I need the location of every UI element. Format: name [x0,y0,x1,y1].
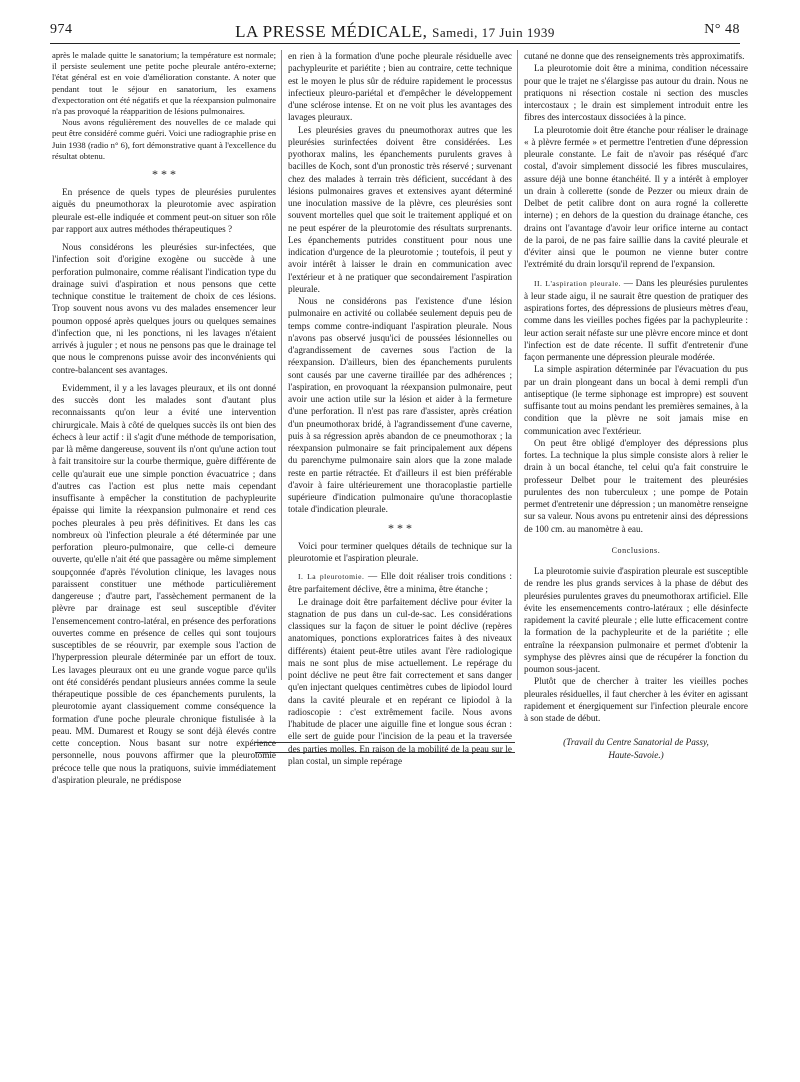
section-separator: * * * [388,520,412,535]
credit-line: Haute-Savoie.) [608,749,664,760]
paragraph [524,277,748,364]
section-separator: * * * [152,167,176,182]
paragraph: Nous ne considérons pas l'existence d'une lésion pulmonaire en activité ou collabée seulement depuis peu de temps comme contre-indiquant l'aspiration pleurale. Nous n'avons pas observé jusqu'ici de poussées lésionnelles ou d'agrandissement de cavernes sous l'action de la réexpansion. D'ailleurs, bien des épanchements purulents sont causés par une caverne tiraillée par des adhérences ; l'aspiration, en provoquant la réexpansion pulmonaire, peut avoir une action utile sur la lésion et aider à la fermeture d'une perforation. Il n'est pas rare d'assister, après création d'un pneumothorax bridé, à l'agrandissement d'une caverne, puis à sa régression après abandon de ce pneumothorax ; la réexpansion pulmonaire se fait principalement aux dépens du parenchyme pulmonaire sain alors que la zone malade reste en partie rétractée. Et d'ailleurs il est bien préférable d'avoir à faire ultérieurement une thoracoplastie partielle supérieure d'indication pulmonaire qu'une thoracoplastie totale d'indication pleurale. [288,296,512,515]
paragraph: La simple aspiration déterminée par l'évacuation du pus par un drain plongeant dans un bocal à demi rempli d'un antiseptique (le terme siphonage est impropre) est souvent suffisante tout au moins pendant les premières semaines, à la condition que la plèvre ne soit jamais mise en communication avec l'extérieur. [524,364,748,436]
section-label: I. La pleurotomie. [298,572,365,581]
paragraph [288,570,512,596]
paragraph: On peut être obligé d'employer des dépressions plus fortes. La technique la plus simple consiste alors à relier le drain à un bocal étanche, tel celui qu'a fait construire le professeur Delbet pour le traitement des pleurésies purulentes des non tuberculeux ; une pompe de Potain permet d'entretenir une dépression ; un manomètre renseigne sur sa valeur. Nous avons pu entretenir ainsi des dépressions de 100 cm. au manomètre à eau. [524,437,748,534]
column-divider [517,50,518,680]
paragraph: Les pleurésies graves du pneumothorax autres que les pleurésies surinfectées doivent être considérées. Les pyothorax malins, les épanchements purulents graves à bacilles de Koch, sont d'un pronostic très réservé ; survenant chez des malades à terrain très déficient, succédant à des lésions pulmonaires graves et extensives ayant déterminé une inoculation massive de la plèvre, ces pleurésies sont souvent mortelles quel que soit le traitement appliqué et on ne peut espérer de la pleurotomie des résultats surprenants. Les épanchements putrides constituent pour nous une indication d'urgence de la pleurotomie ; toutefois, il peut y avoir intérêt à laisser le drain en communication avec l'extérieur et à ne pratiquer que secondairement l'aspiration pleurale. [288,124,512,294]
text-column-1 [52,50,276,786]
paragraph: Plutôt que de chercher à traiter les vieilles poches pleurales résiduelles, il faut chercher à les éviter en agissant rapidement et énergiquement sur l'infection pleurale encore à son stade de début. [524,676,748,723]
paragraph: La pleurotomie doit être a minima, condition nécessaire pour que le trajet ne s'élargisse pas autour du drain. Nous ne pratiquons ni résection costale ni section des muscles intercostaux ; le drain est simplement introduit entre les fibres des intercostaux dissociées à la pince. [524,63,748,123]
journal-title-line [50,22,740,42]
paragraph: Nous avons régulièrement des nouvelles de ce malade qui peut être considéré comme guéri. Voici une radiographie prise en Juin 1938 (radio n° 6), fort démonstrative quant à l'excellence du résultat obtenu. [52,117,276,161]
paragraph: La pleurotomie doit être étanche pour réaliser le drainage « à plèvre fermée » et permettre l'entretien d'une dépression pleurale constante. Le fait de n'avoir pas réséqué d'arc costal, d'avoir simplement dissocié les fibres musculaires, assure déjà une bonne étanchéité. Il y a intérêt à employer un drain à collerette (sonde de Pezzer ou mieux drain de Delbet de petit calibre dont on aura rogné la collerette interne) ; en dehors de la question du drainage étanche, ces drains ont l'avantage d'avoir leur orifice interne au contact de la paroi, de ne pas faire saillie dans la cavité pleurale et d'éviter ainsi que le poumon ne vienne buter contre l'extrémité du drain lorsqu'il reprend de l'expansion. [524,124,748,270]
column-divider [281,50,282,680]
section-heading: Conclusions. [611,545,661,555]
paragraph: En présence de quels types de pleurésies purulentes aiguës du pneumothorax la pleurotomie avec aspiration pleurale est-elle indiquée et comment peut-on situer son rôle par rapport aux autres méthodes thérapeutiques ? [52,187,276,234]
end-rule [255,742,515,743]
paragraph: La pleurotomie suivie d'aspiration pleurale est susceptible de rendre les plus grands services à la phase de début des pleurésies purulentes graves du pneumothorax artificiel. Elle évite les ensemencements contro-latéraux ; elle désinfecte rapidement la cavité pleurale ; elle lutte efficacement contre la formation de la pachypleurite et de la pariétite ; elle entraîne la réexpansion pulmonaire et permet d'obtenir la symphyse des plèvres ainsi que de récupérer la fonction du poumon sous-jacent. [524,566,748,674]
text-column-2 [288,50,512,767]
paragraph: Le drainage doit être parfaitement déclive pour éviter la stagnation de pus dans un cul-de-sac. Les considérations classiques sur la façon de situer le point déclive (repères anatomiques, ponctions exploratrices faites à des niveaux différents) étaient peut-être utiles avant l'ère radiologique mais ne sont plus de mise actuellement. Le repérage du point déclive ne peut être fait correctement et sans danger qu'en injectant quelques centimètres cubes de lipiodol lourd dans la cavité pleurale et en repérant ce lipiodol à la radioscopie : c'est extrêmement facile. Nous avons l'habitude de placer une aiguille fine et longue sous écran : elle sert de guide pour l'incision de la peau et la traversée des parties molles. En raison de la mobilité de la peau sur le plan costal, un simple repérage [288,596,512,766]
paragraph: Nous considérons les pleurésies sur-infectées, que l'infection soit d'origine exogène ou succède à une perforation pulmonaire, comme réalisant l'indication type du drainage suivi d'aspiration et nous pensons que cette technique constitue le traitement de choix de ces lésions. Trop souvent nous avons vu des malades ensemencer leur poumon opposé après quelques jours ou quelques semaines d'infection que, ni les ponctions, ni les lavages n'étaient arrivés à juguler ; et nous ne pensons pas que le drainage tel que nous le comprenons puisse avoir des inconvénients qui contre-balancent ses avantages. [52,242,276,375]
paragraph: Evidemment, il y a les lavages pleuraux, et ils ont donné des succès dont les malades sont d'autant plus reconnaissants qu'on leur a évité une intervention chirurgicale. Mais à côté de quelques succès ils ont bien des échecs à leur actif : il s'agit d'une méthode de temporisation, par là même dangereuse, souvent ils n'ont qu'une action tout à fait transitoire sur la courbe thermique, guère différente de celle qu'aurait eue une simple ponction évacuatrice ; dans d'autres cas l'action est plus nette mais cependant insuffisante à empêcher la constitution de pachypleurite épaisse qui limite la réexpansion pulmonaire et rend ces poches pleurales à peu près définitives. Et dans les cas nombreux où l'infection pleurale a été déterminée par une perforation pleuro-pulmonaire, que celle-ci demeure ouverte, qu'elle n'ait été que passagère ou même simplement soupçonnée d'après l'évolution clinique, les lavages nous paraissent constituer une méthode particulièrement dangereuse ; d'autre part, l'assèchement permanent de la plèvre par drainage est seul susceptible d'éviter l'ensemencement contro-latéral, en présence des perforations ouvertes comme en présence de celles qui sont toujours susceptibles de se réouvrir, par exemple sous l'action de l'hyperpression pleurale déterminée par un effort de toux. Les lavages pleuraux ont eu une grande vogue parce qu'ils ont été considérés pendant plusieurs années comme la seule thérapeutique possible de ces épanchements purulents, la pleurotomie ayant classiquement comme conséquence la formation d'une poche pleurale chronique fistulisée à la peau. MM. Dumarest et Rougy se sont déjà élevés contre cette conception. Nous basant sur notre expérience personnelle, nous pouvons affirmer que la pleurotomie précoce telle que nous la pratiquons, suivie immédiatement d'aspiration pleurale, ne prédispose [52,382,276,785]
paragraph-text: — Dans les pleurésies purulentes à leur stade aigu, il ne saurait être question de pratiquer des aspirations fortes, des dépressions de plusieurs mètres d'eau, comme dans les vieilles poches figées par la pachypleurite : leur action serait néfaste sur une plèvre encore mince et dont l'infection est de date récente. Il suffit d'entretenir d'une façon permanente une dépression pleurale modérée. [524,277,748,362]
end-rule [255,752,515,753]
paragraph: après le malade quitte le sanatorium; la température est normale; il persiste seulement une petite poche pleurale antéro-externe; l'état général est en voie d'amélioration constante. A noter que pendant tout le séjour en sanatorium, les examens d'expectoration ont été négatifs et que la réexpansion pulmonaire n'a pas provoqué la réapparition de lésions pulmonaires. [52,50,276,117]
header-rule [50,43,740,44]
journal-title: LA PRESSE MÉDICALE, [235,22,428,41]
section-label: II. L'aspiration pleurale. [534,278,621,288]
text-column-3 [524,50,748,761]
paragraph: en rien à la formation d'une poche pleurale résiduelle avec pachypleurite et pariétite ; bien au contraire, cette technique est le moyen le plus sûr de réduire rapidement le processus infectieux pleuro-pariétal et d'empêcher le développement d'une sclérose intense. Et on ne voit plus les avantages des lavages pleuraux. [288,51,512,123]
credit-line: (Travail du Centre Sanatorial de Passy, [563,737,709,748]
page-header [50,22,740,44]
issue-date: Samedi, 17 Juin 1939 [432,25,555,40]
paragraph: cutané ne donne que des renseignements très approximatifs. [524,51,745,61]
paragraph: Voici pour terminer quelques détails de technique sur la pleurotomie et l'aspiration pleurale. [288,540,512,563]
issue-number: N° 48 [704,22,740,37]
page-number: 974 [50,22,73,37]
paragraph-text: — Elle doit réaliser trois conditions : être parfaitement déclive, être a minima, être étanche ; [288,571,512,595]
